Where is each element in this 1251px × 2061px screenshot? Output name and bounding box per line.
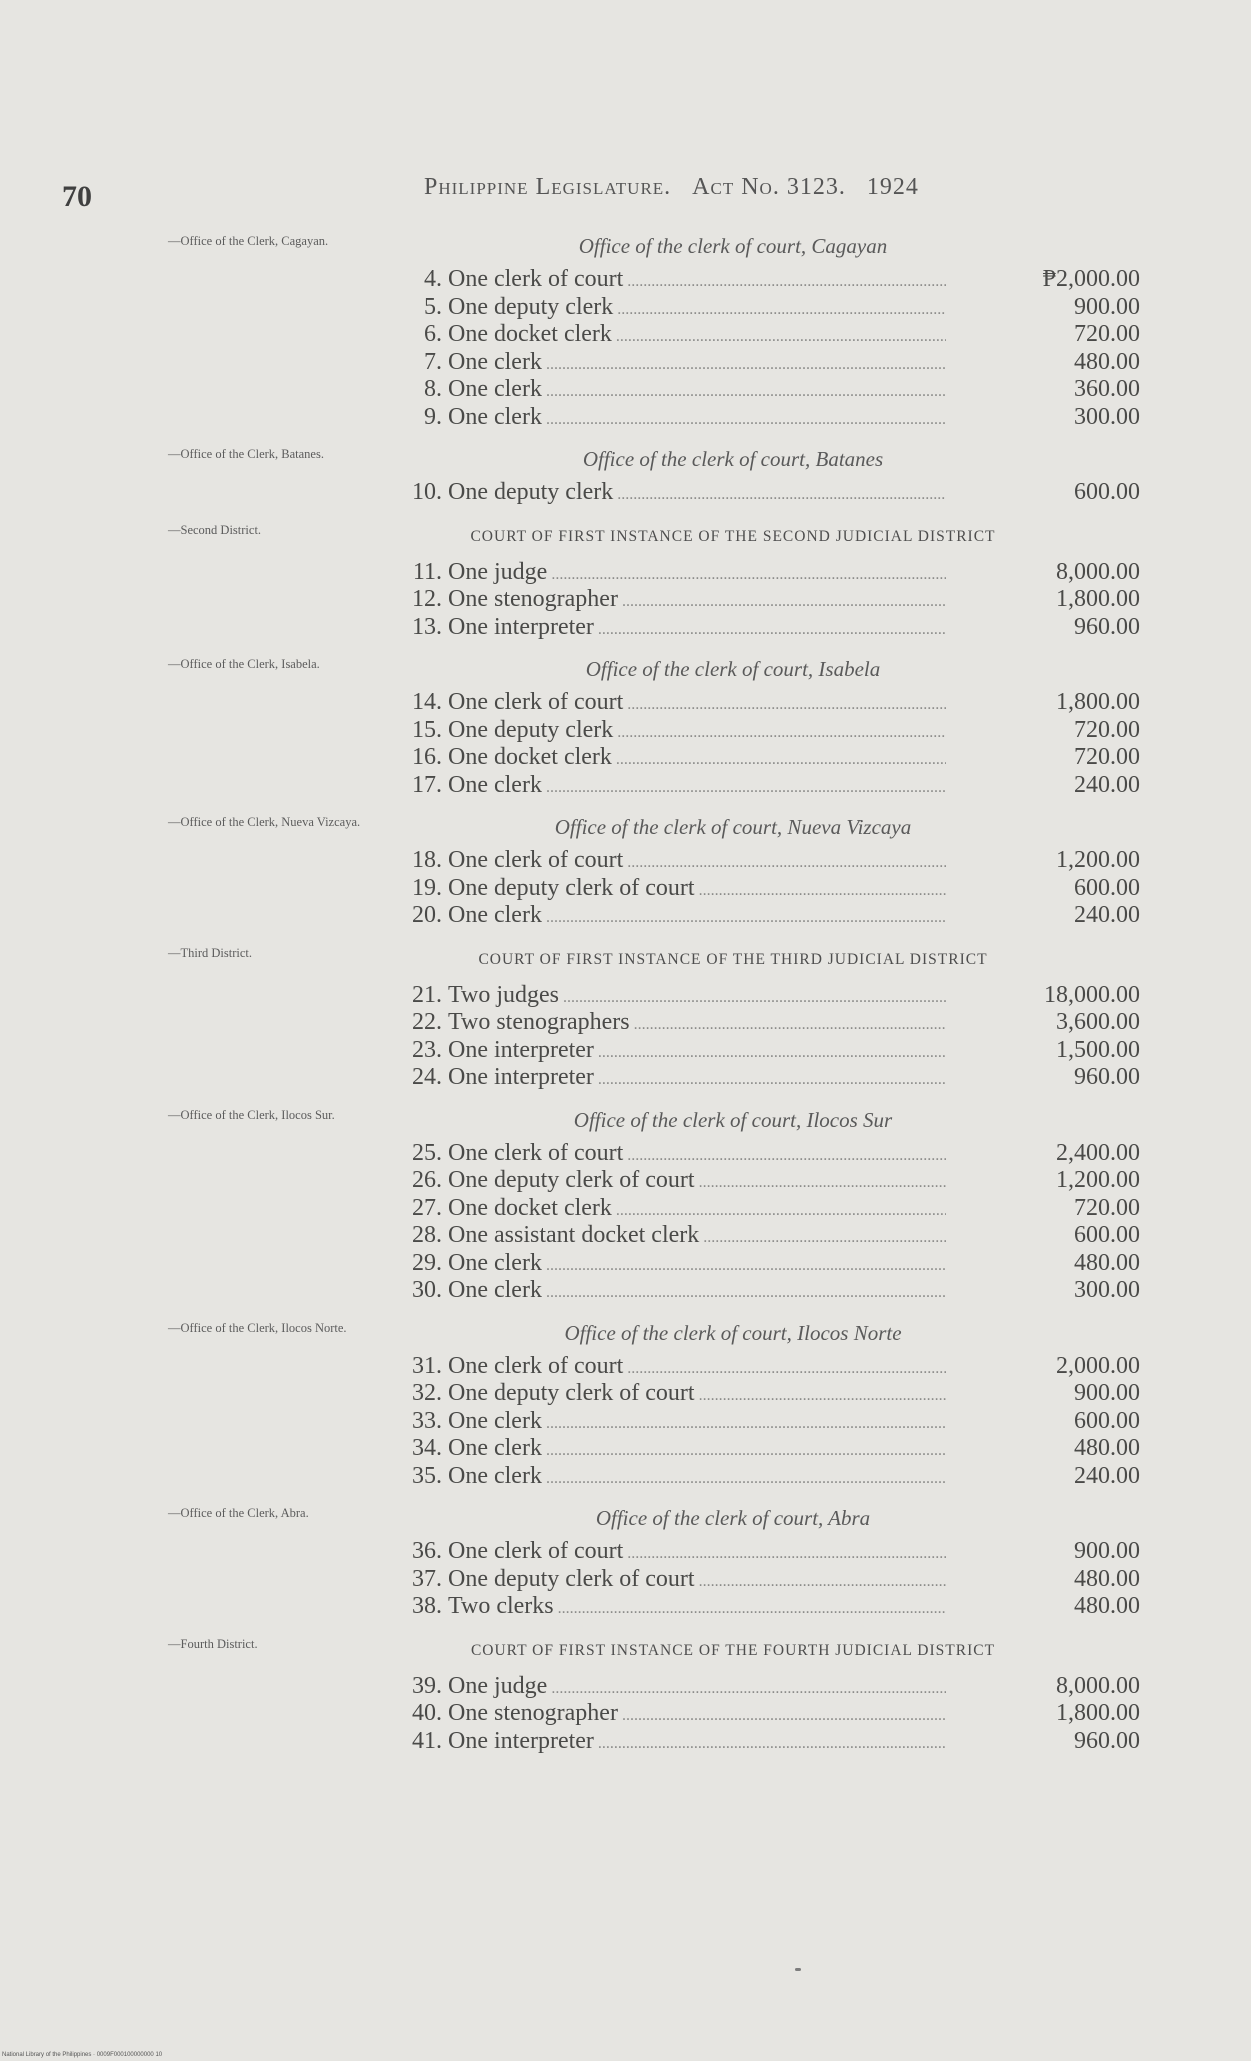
entry-amount: 600.00: [1074, 479, 1140, 505]
entry-row: [0, 1463, 1251, 1491]
margin-note: —Office of the Clerk, Isabela.: [168, 657, 320, 671]
entry-row: [0, 1250, 1251, 1278]
entry-list: [0, 982, 1251, 1100]
entry-number: 39.: [412, 1672, 442, 1699]
entry-row: [0, 1064, 1251, 1092]
entry-number: 17.: [412, 771, 442, 798]
entry-number: 37.: [412, 1565, 442, 1592]
entry-row: [0, 1566, 1251, 1594]
entry-row: [0, 717, 1251, 745]
entry-description: One docket clerk .....: [448, 1195, 946, 1225]
section-title: COURT OF FIRST INSTANCE OF THE THIRD JUDICIAL DISTRICT: [478, 950, 988, 968]
entry-number: 16.: [412, 744, 442, 770]
entry-description: One interpreter .....: [448, 614, 946, 644]
entry-number: 33.: [412, 1407, 442, 1434]
entry-row: [0, 847, 1251, 875]
margin-note: —Office of the Clerk, Batanes.: [168, 447, 324, 461]
entry-number: 40.: [412, 1700, 442, 1726]
section-title: Office of the clerk of court, Batanes: [582, 447, 884, 471]
margin-note: —Office of the Clerk, Cagayan.: [168, 234, 329, 248]
entry-description: One interpreter .....: [448, 1037, 946, 1067]
entry-amount: 960.00: [1074, 613, 1140, 640]
entry-description: One deputy clerk of court .....: [448, 1566, 946, 1596]
entry-row: [0, 1593, 1251, 1621]
entry-description: Two judges .....: [448, 982, 946, 1012]
entry-row: [0, 1380, 1251, 1408]
entry-amount: 480.00: [1074, 1565, 1140, 1592]
entry-number: 22.: [412, 1009, 442, 1035]
entry-amount: 8,000.00: [1056, 1672, 1140, 1699]
entry-amount: 960.00: [1074, 1064, 1140, 1090]
entry-number: 21.: [412, 981, 442, 1008]
entry-amount: 2,000.00: [1056, 1352, 1140, 1379]
entry-row: [0, 1195, 1251, 1223]
entry-amount: 600.00: [1074, 1222, 1140, 1248]
entry-amount: 720.00: [1074, 716, 1140, 743]
entry-list: [0, 1353, 1251, 1499]
entry-list: [0, 847, 1251, 938]
entry-list: [0, 266, 1251, 439]
entry-list: [0, 689, 1251, 807]
entry-description: One clerk .....: [448, 404, 946, 434]
running-head-act: Act No. 3123.: [692, 174, 846, 200]
entry-amount: 300.00: [1074, 1277, 1140, 1303]
entry-description: One clerk .....: [448, 1277, 946, 1307]
entry-description: One deputy clerk .....: [448, 294, 946, 324]
entry-description: One judge .....: [448, 559, 946, 589]
entry-description: One stenographer .....: [448, 1700, 946, 1730]
entry-description: One clerk .....: [448, 376, 946, 406]
entry-row: [0, 321, 1251, 349]
entry-row: [0, 1277, 1251, 1305]
entry-amount: 720.00: [1074, 321, 1140, 347]
appropriation-section: [0, 1629, 1251, 1764]
entry-number: 26.: [412, 1167, 442, 1193]
entry-row: [0, 744, 1251, 772]
entry-amount: 1,800.00: [1056, 586, 1140, 612]
entry-row: [0, 1353, 1251, 1381]
page-number: 70: [62, 180, 92, 213]
entry-amount: 1,200.00: [1056, 847, 1140, 873]
entry-amount: 240.00: [1074, 902, 1140, 928]
entry-amount: 600.00: [1074, 874, 1140, 901]
running-head-title: Philippine Legislature.: [424, 174, 672, 200]
appropriation-section: [0, 807, 1251, 938]
entry-amount: 1,800.00: [1056, 689, 1140, 715]
entry-number: 29.: [412, 1249, 442, 1276]
entry-number: 30.: [412, 1277, 442, 1303]
entry-description: One docket clerk .....: [448, 744, 946, 774]
entry-row: [0, 404, 1251, 432]
entry-amount: ₱2,000.00: [1042, 266, 1140, 292]
entry-row: [0, 376, 1251, 404]
entry-description: One clerk of court .....: [448, 1538, 946, 1568]
entry-row: [0, 586, 1251, 614]
entry-number: 7.: [424, 348, 442, 375]
entry-number: 24.: [412, 1064, 442, 1090]
entry-amount: 480.00: [1074, 1435, 1140, 1461]
appropriation-section: [0, 1313, 1251, 1499]
appropriation-section: [0, 649, 1251, 807]
entry-number: 18.: [412, 847, 442, 873]
entry-row: [0, 689, 1251, 717]
appropriation-section: [0, 1498, 1251, 1629]
entry-amount: 900.00: [1074, 293, 1140, 320]
entry-amount: 900.00: [1074, 1538, 1140, 1564]
running-head-year: 1924: [866, 174, 919, 200]
entry-number: 34.: [412, 1435, 442, 1461]
entry-row: [0, 1728, 1251, 1756]
entry-amount: 1,200.00: [1056, 1167, 1140, 1193]
entry-amount: 300.00: [1074, 403, 1140, 430]
entry-description: One deputy clerk .....: [448, 717, 946, 747]
appropriation-section: [0, 1100, 1251, 1313]
entry-number: 15.: [412, 716, 442, 743]
running-head: [0, 174, 1251, 201]
entry-amount: 240.00: [1074, 1462, 1140, 1489]
entry-number: 38.: [412, 1593, 442, 1619]
entry-number: 36.: [412, 1538, 442, 1564]
entry-number: 32.: [412, 1380, 442, 1406]
entry-description: One clerk .....: [448, 1408, 946, 1438]
entry-amount: 8,000.00: [1056, 558, 1140, 585]
entry-description: One assistant docket clerk .....: [448, 1222, 946, 1252]
margin-note: —Office of the Clerk, Abra.: [168, 1506, 309, 1520]
entry-number: 10.: [412, 479, 442, 505]
entry-description: One deputy clerk of court .....: [448, 1380, 946, 1410]
section-title: Office of the clerk of court, Cagayan: [578, 234, 888, 258]
entry-amount: 900.00: [1074, 1380, 1140, 1406]
entry-number: 9.: [424, 403, 442, 430]
entry-number: 12.: [412, 586, 442, 612]
entry-number: 41.: [412, 1727, 442, 1754]
entry-description: One clerk of court .....: [448, 847, 946, 877]
entry-amount: 480.00: [1074, 348, 1140, 375]
entry-amount: 600.00: [1074, 1407, 1140, 1434]
entry-description: One judge .....: [448, 1673, 946, 1703]
entry-amount: 720.00: [1074, 1194, 1140, 1221]
entry-description: One clerk .....: [448, 349, 946, 379]
entry-list: [0, 1538, 1251, 1629]
entry-amount: 18,000.00: [1044, 981, 1140, 1008]
section-title: COURT OF FIRST INSTANCE OF THE SECOND JUDICIAL DISTRICT: [470, 527, 996, 545]
entry-list: [0, 559, 1251, 650]
margin-note: —Third District.: [168, 945, 253, 960]
entry-description: One deputy clerk of court .....: [448, 875, 946, 905]
entry-description: One clerk of court .....: [448, 1140, 946, 1170]
entry-description: One docket clerk .....: [448, 321, 946, 351]
margin-note: —Fourth District.: [168, 1636, 258, 1651]
margin-note: —Office of the Clerk, Nueva Vizcaya.: [168, 815, 361, 829]
entry-number: 20.: [412, 902, 442, 928]
entry-row: [0, 559, 1251, 587]
entry-row: [0, 1435, 1251, 1463]
section-title: Office of the clerk of court, Ilocos Norte: [564, 1320, 902, 1345]
entry-description: One clerk of court .....: [448, 1353, 946, 1383]
entry-list: [0, 1673, 1251, 1764]
entry-row: [0, 875, 1251, 903]
entry-list: [0, 1140, 1251, 1313]
entry-row: [0, 902, 1251, 930]
entry-amount: 1,800.00: [1056, 1700, 1140, 1726]
entry-amount: 960.00: [1074, 1727, 1140, 1754]
entry-number: 28.: [412, 1222, 442, 1248]
entry-description: One clerk .....: [448, 1250, 946, 1280]
entry-row: [0, 614, 1251, 642]
entry-amount: 2,400.00: [1056, 1139, 1140, 1166]
entry-description: One clerk .....: [448, 902, 946, 932]
entry-list: [0, 479, 1251, 515]
entry-description: One clerk .....: [448, 772, 946, 802]
entry-row: [0, 1700, 1251, 1728]
appropriation-section: [0, 439, 1251, 515]
entry-description: One deputy clerk .....: [448, 479, 946, 509]
entry-description: One stenographer .....: [448, 586, 946, 616]
entry-number: 19.: [412, 874, 442, 901]
entry-number: 25.: [412, 1139, 442, 1166]
entry-row: [0, 479, 1251, 507]
entry-number: 35.: [412, 1462, 442, 1489]
appropriation-section: [0, 515, 1251, 650]
section-title: Office of the clerk of court, Nueva Vizcaya: [554, 815, 912, 839]
entry-description: One clerk of court .....: [448, 266, 946, 296]
entry-number: 8.: [424, 376, 442, 402]
entry-number: 13.: [412, 613, 442, 640]
scan-credit: National Library of the Philippines · 0009F000100000000 10: [2, 2052, 163, 2058]
entry-amount: 1,500.00: [1056, 1036, 1140, 1063]
entry-amount: 240.00: [1074, 771, 1140, 798]
entry-description: One clerk .....: [448, 1435, 946, 1465]
entry-row: [0, 982, 1251, 1010]
entry-amount: 480.00: [1074, 1249, 1140, 1276]
entry-row: [0, 772, 1251, 800]
section-title: Office of the clerk of court, Abra: [595, 1506, 871, 1530]
section-title: COURT OF FIRST INSTANCE OF THE FOURTH JUDICIAL DISTRICT: [470, 1641, 996, 1659]
margin-note: —Second District.: [168, 522, 262, 537]
entry-row: [0, 349, 1251, 377]
entry-number: 23.: [412, 1036, 442, 1063]
entry-row: [0, 1408, 1251, 1436]
entry-number: 27.: [412, 1194, 442, 1221]
entry-number: 14.: [412, 689, 442, 715]
entry-row: [0, 1009, 1251, 1037]
entry-number: 31.: [412, 1352, 442, 1379]
entry-number: 5.: [424, 293, 442, 320]
section-title: Office of the clerk of court, Ilocos Sur: [573, 1107, 893, 1132]
entry-amount: 720.00: [1074, 744, 1140, 770]
entry-number: 6.: [424, 321, 442, 347]
margin-note: —Office of the Clerk, Ilocos Norte.: [168, 1320, 347, 1335]
margin-note: —Office of the Clerk, Ilocos Sur.: [168, 1107, 335, 1122]
entry-number: 11.: [412, 558, 442, 585]
entry-description: One clerk .....: [448, 1463, 946, 1493]
entry-row: [0, 1167, 1251, 1195]
entry-amount: 360.00: [1074, 376, 1140, 402]
entry-row: [0, 1538, 1251, 1566]
entry-description: One interpreter .....: [448, 1728, 946, 1758]
entry-row: [0, 1037, 1251, 1065]
entry-description: One clerk of court .....: [448, 689, 946, 719]
entry-amount: 480.00: [1074, 1593, 1140, 1619]
section-title: Office of the clerk of court, Isabela: [585, 657, 881, 681]
print-speck: [795, 1968, 801, 1971]
entry-row: [0, 1222, 1251, 1250]
entry-description: Two clerks .....: [448, 1593, 946, 1623]
appropriation-section: [0, 226, 1251, 439]
entry-row: [0, 1140, 1251, 1168]
entry-description: One interpreter .....: [448, 1064, 946, 1094]
document-body: [0, 226, 1251, 1763]
entry-number: 4.: [424, 266, 442, 292]
appropriation-section: [0, 938, 1251, 1100]
entry-row: [0, 1673, 1251, 1701]
entry-description: One deputy clerk of court .....: [448, 1167, 946, 1197]
entry-description: Two stenographers .....: [448, 1009, 946, 1039]
entry-row: [0, 266, 1251, 294]
entry-row: [0, 294, 1251, 322]
entry-amount: 3,600.00: [1056, 1009, 1140, 1035]
